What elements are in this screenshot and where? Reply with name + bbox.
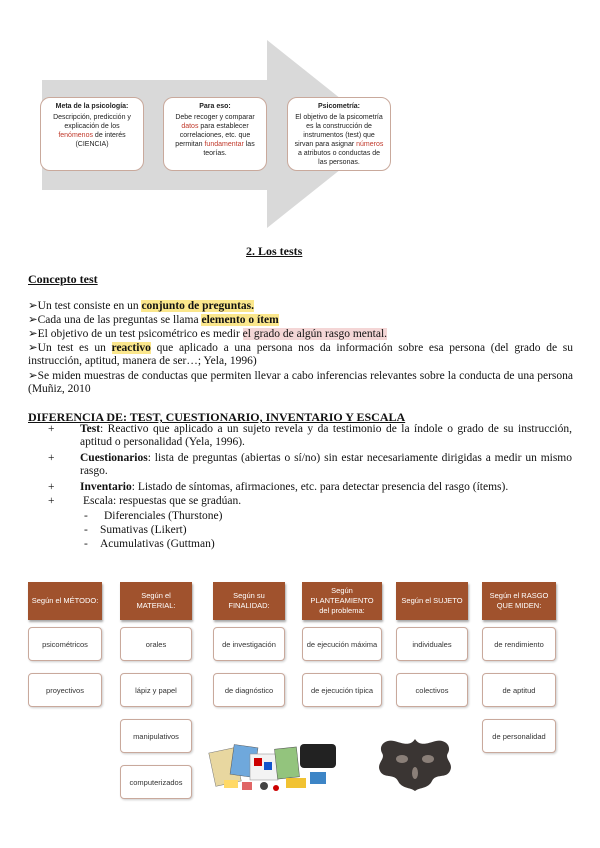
bullet-marker: + (48, 452, 55, 464)
card-psicometria: Psicometría: El objetivo de la psicometría es la construcción de instrumentos (test) que sirvan para asignar números a atributos o conductas de las personas. (287, 97, 391, 171)
concepto-bullet-3: ➢El objetivo de un test psicométrico es medir el grado de algún rasgo mental. (28, 328, 388, 340)
option-proyectivos: proyectivos (28, 673, 102, 707)
concepto-bullet-1: ➢Un test consiste en un conjunto de preguntas. (28, 300, 255, 312)
option-colectivos: colectivos (396, 673, 468, 707)
category-rasgo: Según el RASGO QUE MIDEN: (482, 582, 556, 620)
category-finalidad: Según su FINALIDAD: (213, 582, 285, 620)
option-aptitud: de aptitud (482, 673, 556, 707)
sub-acumulativas: Acumulativas (Guttman) (100, 538, 215, 550)
category-material: Según el MATERIAL: (120, 582, 192, 620)
psychometrics-diagram (0, 0, 600, 240)
test-materials-image (204, 740, 344, 796)
card-title: Meta de la psicología: (55, 103, 129, 110)
dash-marker: - (84, 538, 88, 550)
category-planteamiento: Según PLANTEAMIENTO del problema: (302, 582, 382, 620)
concepto-heading: Concepto test (28, 272, 98, 286)
option-diagnostico: de diagnóstico (213, 673, 285, 707)
diferencia-heading: DIFERENCIA DE: TEST, CUESTIONARIO, INVENTARIO Y ESCALA (28, 410, 406, 424)
option-personalidad: de personalidad (482, 719, 556, 753)
option-ejecucion-maxima: de ejecución máxima (302, 627, 382, 661)
option-lapiz-papel: lápiz y papel (120, 673, 192, 707)
sub-sumativas: Sumativas (Likert) (100, 524, 187, 536)
item-cuestionarios: Cuestionarios: lista de preguntas (abiertas o sí/no) sin estar necesariamente dirigidas a medir un mismo rasgo. (80, 452, 572, 477)
option-computerizados: computerizados (120, 765, 192, 799)
option-ejecucion-tipica: de ejecución típica (302, 673, 382, 707)
item-test: Test: Reactivo que aplicado a un sujeto revela y da testimonio de la índole o grado de su instrucción, aptitud o personalidad (Yela, 1996). (80, 423, 572, 448)
inkblot-image (372, 733, 458, 795)
card-title: Psicometría: (317, 103, 361, 110)
item-inventario: Inventario: Listado de síntomas, afirmaciones, etc. para detectar presencia del rasgo (ítems). (80, 481, 509, 493)
sub-diferenciales: Diferenciales (Thurstone) (104, 510, 223, 522)
option-rendimiento: de rendimiento (482, 627, 556, 661)
option-investigacion: de investigación (213, 627, 285, 661)
option-psicometricos: psicométricos (28, 627, 102, 661)
bullet-marker: + (48, 481, 55, 493)
option-manipulativos: manipulativos (120, 719, 192, 753)
concepto-bullet-5: ➢Se miden muestras de conductas que permiten llevar a cabo inferencias relevantes sobre la conducta de una persona (Muñiz, 2010 (28, 370, 573, 395)
category-sujeto: Según el SUJETO (396, 582, 468, 620)
dash-marker: - (84, 510, 88, 522)
bullet-marker: + (48, 495, 55, 507)
card-meta-psicologia: Meta de la psicología: Descripción, predicción y explicación de los fenómenos de interés (CIENCIA) (40, 97, 144, 171)
option-orales: orales (120, 627, 192, 661)
section-title: 2. Los tests (246, 244, 303, 258)
item-escala: Escala: respuestas que se gradúan. (83, 495, 242, 507)
bullet-marker: + (48, 423, 55, 435)
card-title: Para eso: (199, 103, 231, 110)
category-metodo: Según el MÉTODO: (28, 582, 102, 620)
option-individuales: individuales (396, 627, 468, 661)
concepto-bullet-2: ➢Cada una de las preguntas se llama elemento o ítem (28, 314, 279, 326)
concepto-bullet-4: ➢Un test es un reactivo que aplicado a una persona nos da información sobre esa persona (del grado de su instrucción, aptitud, manera de ser…; Yela, 1996) (28, 342, 573, 367)
card-para-eso: Para eso: Debe recoger y comparar datos para establecer correlaciones, etc. que permitan fundamentar las teorías. (163, 97, 267, 171)
dash-marker: - (84, 524, 88, 536)
